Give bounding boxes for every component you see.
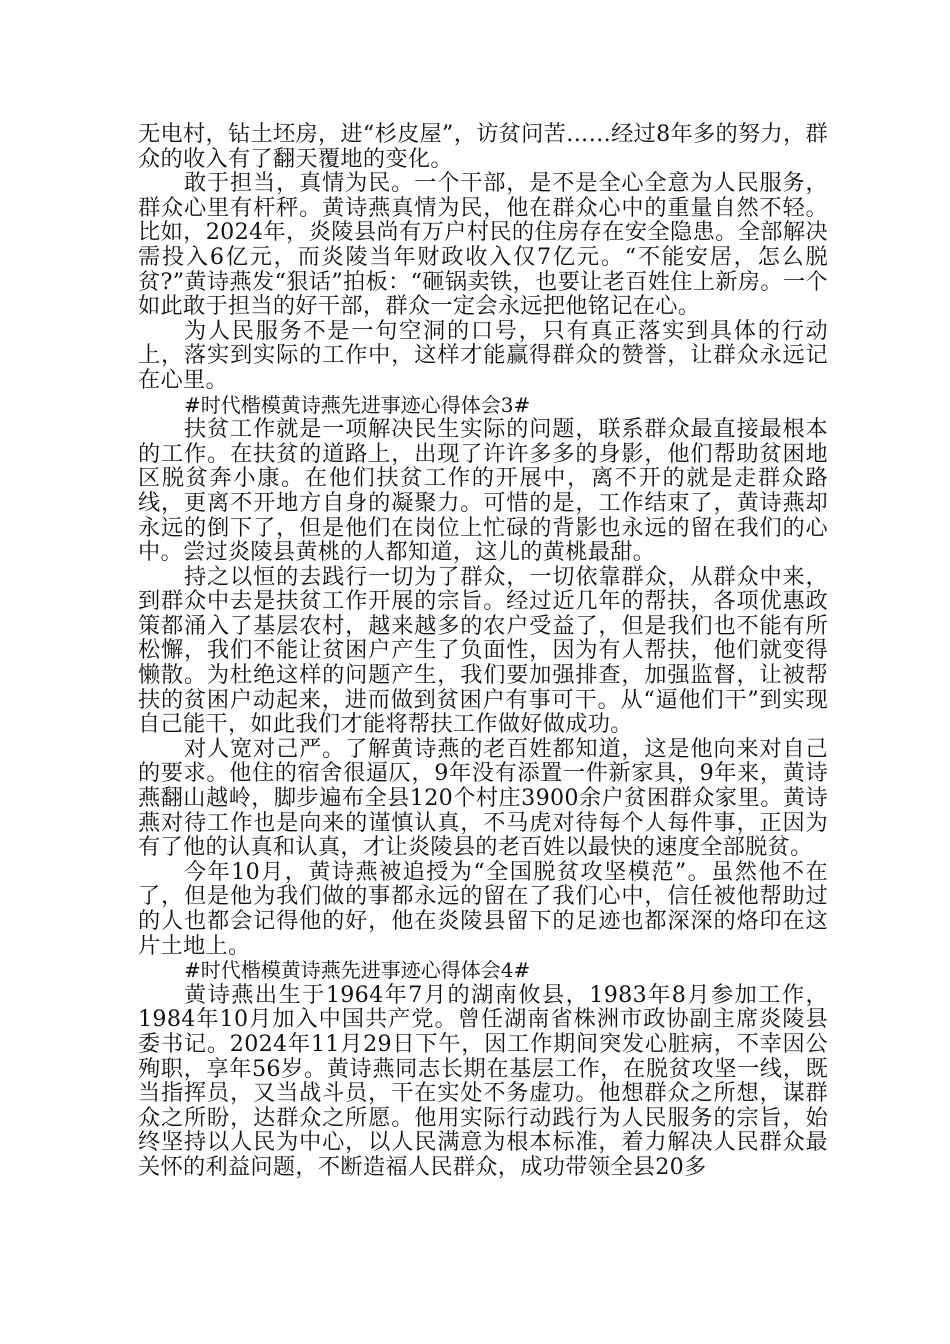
paragraph: 黄诗燕出生于1964年7月的湖南攸县，1983年8月参加工作，1984年10月加入中国共产党。曾任湖南省株洲市政协副主席炎陵县委书记。2024年11月29日下午，因工作期间突发心脏病，不幸因公殉职，享年56岁。黄诗燕同志长期在基层工作，在脱贫攻坚一线，既当指挥员，又当战斗员，干在实处不务虚功。他想群众之所想，谋群众之所盼，达群众之所愿。他用实际行动践行为人民服务的宗旨，始终坚持以人民为中心，以人民满意为根本标准，着力解决人民群众最关怀的利益问题，不断造福人民群众，成功带领全县20多 bbox=[138, 981, 828, 1180]
paragraph: 为人民服务不是一句空洞的口号，只有真正落实到具体的行动上，落实到实际的工作中，这样才能赢得群众的赞誉，让群众永远记在心里。 bbox=[138, 317, 828, 393]
section-heading: #时代楷模黄诗燕先进事迹心得体会3# bbox=[184, 392, 531, 417]
paragraph: 今年10月，黄诗燕被追授为“全国脱贫攻坚模范”。虽然他不在了，但是他为我们做的事都永远的留在了我们心中，信任被他帮助过的人也都会记得他的好，他在炎陵县留下的足迹也都深深的烙印在这片土地上。 bbox=[138, 858, 828, 959]
paragraph: 敢于担当，真情为民。一个干部，是不是全心全意为人民服务，群众心里有杆秤。黄诗燕真情为民，他在群众心中的重量自然不轻。比如，2024年，炎陵县尚有万户村民的住房存在安全隐患。全部解决需投入6亿元，而炎陵当年财政收入仅7亿元。“不能安居，怎么脱贫?”黄诗燕发“狠话”拍板：“砸锅卖铁，也要让老百姓住上新房。一个如此敢于担当的好干部，群众一定会永远把他铭记在心。 bbox=[138, 170, 828, 320]
paragraph: 无电村，钻土坯房，进“杉皮屋”，访贫问苦……经过8年多的努力，群众的收入有了翻天覆地的变化。 bbox=[138, 121, 828, 172]
section-heading: #时代楷模黄诗燕先进事迹心得体会4# bbox=[184, 958, 531, 983]
paragraph: 扶贫工作就是一项解决民生实际的问题，联系群众最直接最根本的工作。在扶贫的道路上，出现了许许多多的身影，他们帮助贫困地区脱贫奔小康。在他们扶贫工作的开展中，离不开的就是走群众路线，更离不开地方自身的凝聚力。可惜的是，工作结束了，黄诗燕却永远的倒下了，但是他们在岗位上忙碌的背影也永远的留在我们的心中。尝过炎陵县黄桃的人都知道，这儿的黄桃最甜。 bbox=[138, 416, 828, 566]
document-page bbox=[138, 122, 828, 1180]
paragraph: 对人宽对己严。了解黄诗燕的老百姓都知道，这是他向来对自己的要求。他住的宿舍很逼仄，9年没有添置一件新家具，9年来，黄诗燕翻山越岭，脚步遍布全县120个村庄3900余户贫困群众家里。黄诗燕对待工作也是向来的谨慎认真，不马虎对待每个人每件事，正因为有了他的认真和认真，才让炎陵县的老百姓以最快的速度全部脱贫。 bbox=[138, 735, 828, 861]
paragraph: 持之以恒的去践行一切为了群众，一切依靠群众，从群众中来，到群众中去是扶贫工作开展的宗旨。经过近几年的帮扶，各项优惠政策都涌入了基层农村，越来越多的农户受益了，但是我们也不能有所松懈，我们不能让贫困户产生了负面性，因为有人帮扶，他们就变得懒散。为杜绝这样的问题产生，我们要加强排查，加强监督，让被帮扶的贫困户动起来，进而做到贫困户有事可干。从“逼他们干”到实现自己能干，如此我们才能将帮扶工作做好做成功。 bbox=[138, 563, 828, 738]
